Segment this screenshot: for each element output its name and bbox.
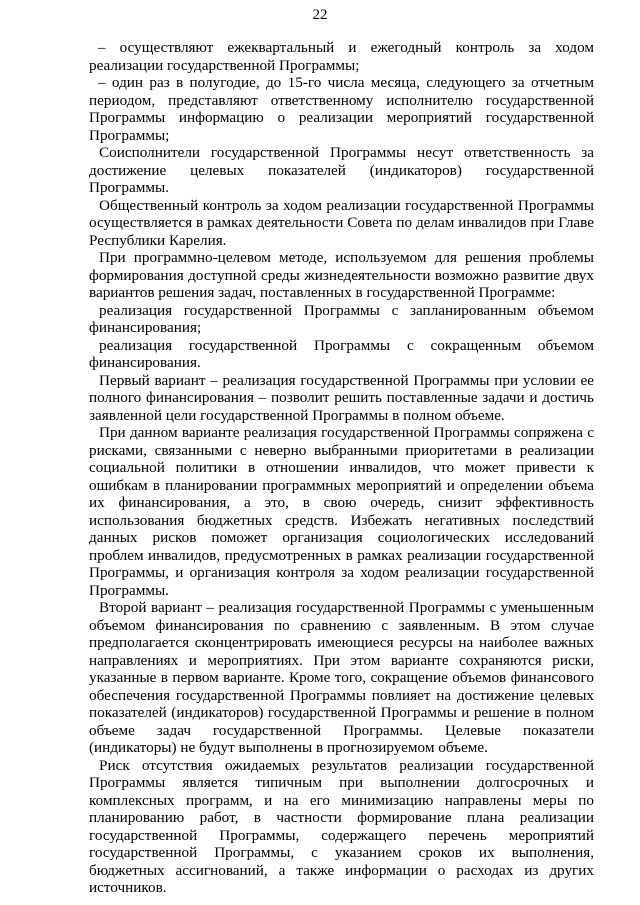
paragraph-semiannual-report: – один раз в полугодие, до 15-го числа месяца, следующего за отчетным периодом, представляют ответственному исполнителю государственной Программы информацию о реализации мероприятий государственной Программы; [89, 74, 594, 144]
paragraph-public-control: Общественный контроль за ходом реализации государственной Программы осуществляется в рамках деятельности Совета по делам инвалидов при Главе Республики Карелия. [89, 196, 594, 249]
paragraph-quarterly-control: – осуществляют ежеквартальный и ежегодный контроль за ходом реализации государственной Программы; [89, 39, 594, 74]
paragraph-variant-planned-funding: реализация государственной Программы с запланированным объемом финансирования; [89, 301, 594, 336]
paragraph-variant-reduced-funding: реализация государственной Программы с сокращенным объемом финансирования. [89, 336, 594, 371]
page-number: 22 [312, 7, 328, 23]
document-body [89, 39, 594, 897]
paragraph-first-variant: Первый вариант – реализация государственной Программы при условии ее полного финансирования – позволит решить поставленные задачи и достичь заявленной цели государственной Программы в полном объеме. [89, 371, 594, 424]
paragraph-first-variant-risks: При данном варианте реализация государственной Программы сопряжена с рисками, связанными с неверно выбранными приоритетами в реализации социальной политики в отношении инвалидов, что может привести к ошибкам в планировании программных мероприятий и определении объема их финансирования, а это, в свою очередь, снизит эффективность использования бюджетных средств. Избежать негативных последствий данных рисков поможет организация социологических исследований проблем инвалидов, предусмотренных в рамках реализации государственной Программы, и организация контроля за ходом реализации государственной Программы. [89, 424, 594, 599]
paragraph-co-executors-responsibility: Соисполнители государственной Программы несут ответственность за достижение целевых показателей (индикаторов) государственной Программы. [89, 144, 594, 196]
paragraph-program-target-method: При программно-целевом методе, используемом для решения проблемы формирования доступной среды жизнедеятельности возможно развитие двух вариантов решения задач, поставленных в государственной Программе: [89, 249, 594, 301]
paragraph-risk-of-missing-results: Риск отсутствия ожидаемых результатов реализации государственной Программы является типичным при выполнении долгосрочных и комплексных программ, и на его минимизацию направлены меры по планированию работ, в частности формирование плана реализации государственной Программы, содержащего перечень мероприятий государственной Программы, с указанием сроков их выполнения, бюджетных ассигнований, а также информации о расходах из других источников. [89, 756, 594, 896]
paragraph-second-variant: Второй вариант – реализация государственной Программы с уменьшенным объемом финансирования по сравнению с заявленным. В этом случае предполагается сконцентрировать имеющиеся ресурсы на наиболее важных направлениях и мероприятиях. При этом варианте сохраняются риски, указанные в первом варианте. Кроме того, сокращение объемов финансового обеспечения государственной Программы повлияет на достижение целевых показателей (индикаторов) государственной Программы и решение в полном объеме задач государственной Программы. Целевые показатели (индикаторы) не будут выполнены в прогнозируемом объеме. [89, 599, 594, 756]
